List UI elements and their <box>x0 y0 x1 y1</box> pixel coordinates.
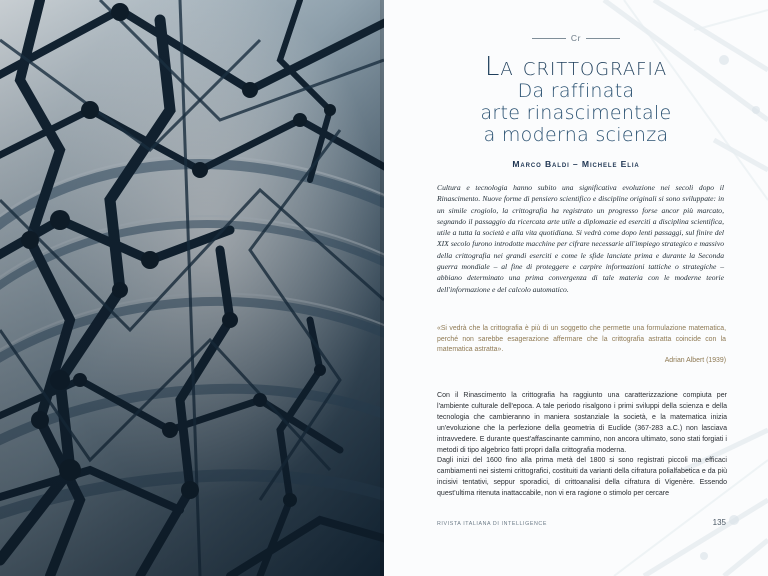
body-paragraph: Con il Rinascimento la crittografia ha raggiunto una caratterizzazione compiuta per l'ambiente culturale dell'epoca. A tale periodo risalgono i primi sviluppi della scienza e della tecnologia che cambieranno in maniera sostanziale la società, e la matematica inizia un'evoluzione che la perfezione della geometria di Euclide (367-283 a.C.) non lasciava intravvedere. E durante quest'affascinante cammino, non ancora ultimato, sono stati forgiati i metodi di tipo algebrico fatti propri dalla crittografia moderna. <box>437 392 727 454</box>
kicker-rule-left <box>532 38 566 39</box>
article-title: La crittografia <box>484 52 668 82</box>
kicker-rule-right <box>586 38 620 39</box>
article-subtitle-line-3: a moderna scienza <box>483 124 669 146</box>
article-abstract: Cultura e tecnologia hanno subito una significativa evoluzione nei secoli dopo il Rinascimento. Nuove forme di pensiero scientifico e discipline originali si sono sviluppate: in un simile crogiolo, la crittografia ha registrato un progresso forse ancor più marcato, segnando il passaggio da ricercata arte utile a diplomazie ed eserciti a disciplina scientifica, utile a tutta la società e alla vita quotidiana. Si vedrà come dopo lenti passaggi, sul finire del XIX secolo furono introdotte macchine per cifrare necessarie all'impiego strategico e massivo della crittografia nei grandi eserciti e come le sfide lanciate prima e durante la Seconda guerra mondiale – al fine di proteggere e carpire informazioni tattiche o strategiche – abbiano determinato una prima convergenza di tale materia con le moderne teorie dell'informazione e del calcolo automatico. <box>437 183 724 294</box>
article-subtitle-line-2: arte rinascimentale <box>480 102 672 124</box>
footer-publication: RIVISTA ITALIANA DI INTELLIGENCE <box>437 521 547 527</box>
section-kicker <box>524 32 628 44</box>
section-tag: Cr <box>570 33 582 43</box>
article-subtitle-line-1: Da raffinata <box>517 80 635 102</box>
epigraph-author: Adrian Albert (1939) <box>664 357 726 364</box>
page-number: 135 <box>712 518 726 527</box>
article-authors: Marco Baldi – Michele Elia <box>512 159 640 169</box>
body-paragraph: Dagli inizi del 1600 fino alla prima metà del 1800 si sono registrati piccoli ma efficaci cambiamenti nei sistemi crittografici, costituiti da varianti della cifratura polialfabetica e da più incisivi tentativi, seppur sporadici, di crittoanalisi della cifratura di Vigenère. Essendo quest'ultima ritenuta inattaccabile, non vi era ragione o stimolo per cercare <box>437 457 727 498</box>
article-page <box>384 0 768 576</box>
epigraph-quote: «Si vedrà che la crittografia è più di un soggetto che permette una formulazione matematica, perché non sarebbe esagerazione affermare che la crittografia astratta coincide con la matematica astratta». <box>437 325 726 354</box>
article-body <box>437 391 727 500</box>
